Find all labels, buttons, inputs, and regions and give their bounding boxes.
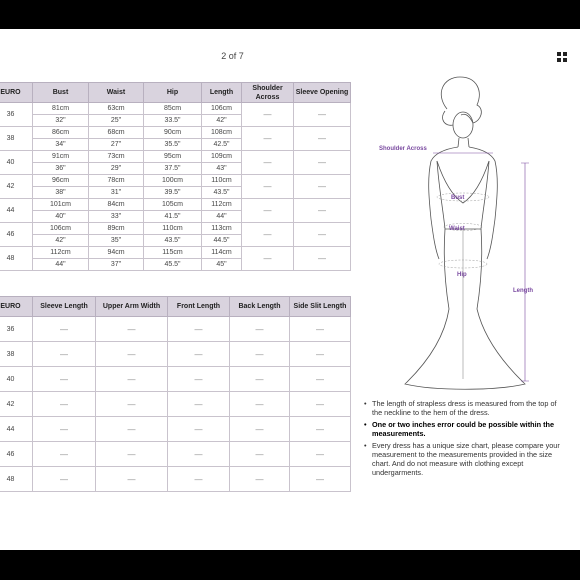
cell-sleeve-opening: — — [294, 247, 351, 271]
cell-bust-in: 44" — [33, 259, 89, 271]
cell-hip-in: 41.5" — [144, 211, 202, 223]
table-row — [0, 127, 351, 139]
cell-value: — — [168, 417, 230, 442]
cell-value: — — [96, 317, 168, 342]
table-row — [0, 442, 351, 467]
cell-euro: 36 — [0, 103, 33, 127]
table-row — [0, 417, 351, 442]
header-upper-arm-width: Upper Arm Width — [96, 297, 168, 317]
label-length: Length — [513, 288, 533, 294]
header-euro: EURO — [0, 297, 33, 317]
cell-length-cm: 114cm — [202, 247, 242, 259]
cell-value: — — [290, 342, 351, 367]
header-length: Length — [202, 83, 242, 103]
cell-length-in: 45" — [202, 259, 242, 271]
cell-waist-cm: 63cm — [89, 103, 144, 115]
cell-sleeve-opening: — — [294, 223, 351, 247]
cell-waist-cm: 73cm — [89, 151, 144, 163]
cell-hip-cm: 90cm — [144, 127, 202, 139]
cell-value: — — [96, 342, 168, 367]
table-row — [0, 223, 351, 235]
cell-value: — — [230, 467, 290, 492]
cell-length-in: 42.5" — [202, 139, 242, 151]
cell-length-cm: 109cm — [202, 151, 242, 163]
note-unique-size-chart: • Every dress has a unique size chart, please compare your measurement to the measurements provided in the size chart. And do not measure with clothing except undergarments. — [362, 441, 567, 477]
cell-shoulder: — — [242, 247, 294, 271]
header-bust: Bust — [33, 83, 89, 103]
cell-euro: 46 — [0, 223, 33, 247]
table-header-row — [0, 297, 351, 317]
cell-euro: 48 — [0, 467, 33, 492]
cell-value: — — [230, 317, 290, 342]
header-shoulder-across: Shoulder Across — [242, 83, 294, 103]
cell-bust-in: 36" — [33, 163, 89, 175]
cell-bust-in: 42" — [33, 235, 89, 247]
cell-value: — — [290, 417, 351, 442]
note-error-margin: • One or two inches error could be possible within the measurements. — [362, 420, 567, 438]
header-sleeve-length: Sleeve Length — [33, 297, 96, 317]
cell-value: — — [290, 367, 351, 392]
cell-value: — — [96, 367, 168, 392]
cell-euro: 44 — [0, 417, 33, 442]
header-front-length: Front Length — [168, 297, 230, 317]
cell-value: — — [33, 442, 96, 467]
cell-value: — — [33, 417, 96, 442]
cell-value: — — [230, 392, 290, 417]
cell-bust-in: 34" — [33, 139, 89, 151]
cell-waist-in: 25" — [89, 115, 144, 127]
header-back-length: Back Length — [230, 297, 290, 317]
table-row — [0, 247, 351, 259]
dress-measurement-illustration — [365, 69, 570, 399]
cell-value: — — [168, 317, 230, 342]
cell-value: — — [96, 417, 168, 442]
cell-sleeve-opening: — — [294, 199, 351, 223]
cell-hip-cm: 115cm — [144, 247, 202, 259]
cell-hip-cm: 85cm — [144, 103, 202, 115]
cell-value: — — [96, 442, 168, 467]
cell-shoulder: — — [242, 103, 294, 127]
cell-waist-cm: 89cm — [89, 223, 144, 235]
note-strapless-length: • The length of strapless dress is measured from the top of the neckline to the hem of the dress. — [362, 399, 567, 417]
cell-length-in: 44" — [202, 211, 242, 223]
grid-icon[interactable] — [557, 52, 568, 63]
cell-sleeve-opening: — — [294, 103, 351, 127]
table-row — [0, 467, 351, 492]
cell-hip-in: 35.5" — [144, 139, 202, 151]
cell-bust-cm: 81cm — [33, 103, 89, 115]
cell-hip-cm: 105cm — [144, 199, 202, 211]
cell-hip-in: 43.5" — [144, 235, 202, 247]
table-row — [0, 342, 351, 367]
cell-bust-in: 40" — [33, 211, 89, 223]
size-table-main — [0, 82, 351, 271]
cell-bust-in: 38" — [33, 187, 89, 199]
label-waist: Waist — [449, 226, 465, 232]
table-row — [0, 151, 351, 163]
cell-length-cm: 106cm — [202, 103, 242, 115]
cell-value: — — [290, 467, 351, 492]
label-shoulder-across: Shoulder Across — [379, 146, 427, 152]
cell-waist-in: 33" — [89, 211, 144, 223]
cell-sleeve-opening: — — [294, 175, 351, 199]
cell-euro: 46 — [0, 442, 33, 467]
cell-value: — — [96, 392, 168, 417]
header-euro: EURO — [0, 83, 33, 103]
cell-waist-cm: 84cm — [89, 199, 144, 211]
cell-bust-in: 32" — [33, 115, 89, 127]
cell-euro: 38 — [0, 127, 33, 151]
cell-hip-in: 39.5" — [144, 187, 202, 199]
page-counter: 2 of 7 — [221, 51, 244, 61]
cell-length-in: 44.5" — [202, 235, 242, 247]
cell-waist-in: 27" — [89, 139, 144, 151]
cell-bust-cm: 96cm — [33, 175, 89, 187]
cell-euro: 44 — [0, 199, 33, 223]
cell-euro: 36 — [0, 317, 33, 342]
cell-length-cm: 113cm — [202, 223, 242, 235]
cell-value: — — [168, 442, 230, 467]
cell-value: — — [168, 392, 230, 417]
cell-shoulder: — — [242, 127, 294, 151]
cell-value: — — [168, 467, 230, 492]
cell-waist-in: 35" — [89, 235, 144, 247]
cell-hip-cm: 100cm — [144, 175, 202, 187]
table-row — [0, 175, 351, 187]
cell-waist-in: 37" — [89, 259, 144, 271]
cell-length-in: 42" — [202, 115, 242, 127]
cell-shoulder: — — [242, 223, 294, 247]
cell-sleeve-opening: — — [294, 151, 351, 175]
table-row — [0, 103, 351, 115]
cell-length-in: 43" — [202, 163, 242, 175]
cell-length-cm: 112cm — [202, 199, 242, 211]
cell-euro: 42 — [0, 392, 33, 417]
header-hip: Hip — [144, 83, 202, 103]
cell-hip-in: 45.5" — [144, 259, 202, 271]
header-waist: Waist — [89, 83, 144, 103]
header-side-slit-length: Side Slit Length — [290, 297, 351, 317]
cell-value: — — [33, 367, 96, 392]
cell-bust-cm: 91cm — [33, 151, 89, 163]
table-row — [0, 392, 351, 417]
cell-bust-cm: 106cm — [33, 223, 89, 235]
cell-value: — — [230, 417, 290, 442]
cell-shoulder: — — [242, 151, 294, 175]
cell-waist-cm: 68cm — [89, 127, 144, 139]
cell-bust-cm: 86cm — [33, 127, 89, 139]
cell-hip-in: 33.5" — [144, 115, 202, 127]
cell-euro: 40 — [0, 367, 33, 392]
cell-euro: 38 — [0, 342, 33, 367]
cell-value: — — [33, 317, 96, 342]
cell-waist-in: 29" — [89, 163, 144, 175]
cell-value: — — [290, 317, 351, 342]
cell-euro: 42 — [0, 175, 33, 199]
cell-hip-cm: 110cm — [144, 223, 202, 235]
header-sleeve-opening: Sleeve Opening — [294, 83, 351, 103]
cell-waist-in: 31" — [89, 187, 144, 199]
cell-value: — — [33, 467, 96, 492]
cell-waist-cm: 78cm — [89, 175, 144, 187]
size-table-sleeve — [0, 296, 351, 492]
table-header-row — [0, 83, 351, 103]
cell-value: — — [290, 442, 351, 467]
label-bust: Bust — [451, 195, 465, 201]
cell-hip-in: 37.5" — [144, 163, 202, 175]
cell-waist-cm: 94cm — [89, 247, 144, 259]
cell-euro: 40 — [0, 151, 33, 175]
cell-value: — — [290, 392, 351, 417]
cell-value: — — [230, 367, 290, 392]
cell-length-cm: 110cm — [202, 175, 242, 187]
cell-shoulder: — — [242, 199, 294, 223]
cell-length-cm: 108cm — [202, 127, 242, 139]
table-row — [0, 317, 351, 342]
size-notes — [362, 399, 567, 480]
cell-bust-cm: 101cm — [33, 199, 89, 211]
cell-sleeve-opening: — — [294, 127, 351, 151]
cell-value: — — [96, 467, 168, 492]
label-hip: Hip — [457, 272, 467, 278]
image-viewer — [0, 29, 580, 550]
cell-value: — — [168, 367, 230, 392]
cell-hip-cm: 95cm — [144, 151, 202, 163]
cell-value: — — [33, 342, 96, 367]
table-row — [0, 367, 351, 392]
cell-length-in: 43.5" — [202, 187, 242, 199]
table-row — [0, 199, 351, 211]
cell-value: — — [230, 342, 290, 367]
cell-value: — — [33, 392, 96, 417]
cell-value: — — [230, 442, 290, 467]
cell-value: — — [168, 342, 230, 367]
cell-shoulder: — — [242, 175, 294, 199]
cell-euro: 48 — [0, 247, 33, 271]
cell-bust-cm: 112cm — [33, 247, 89, 259]
